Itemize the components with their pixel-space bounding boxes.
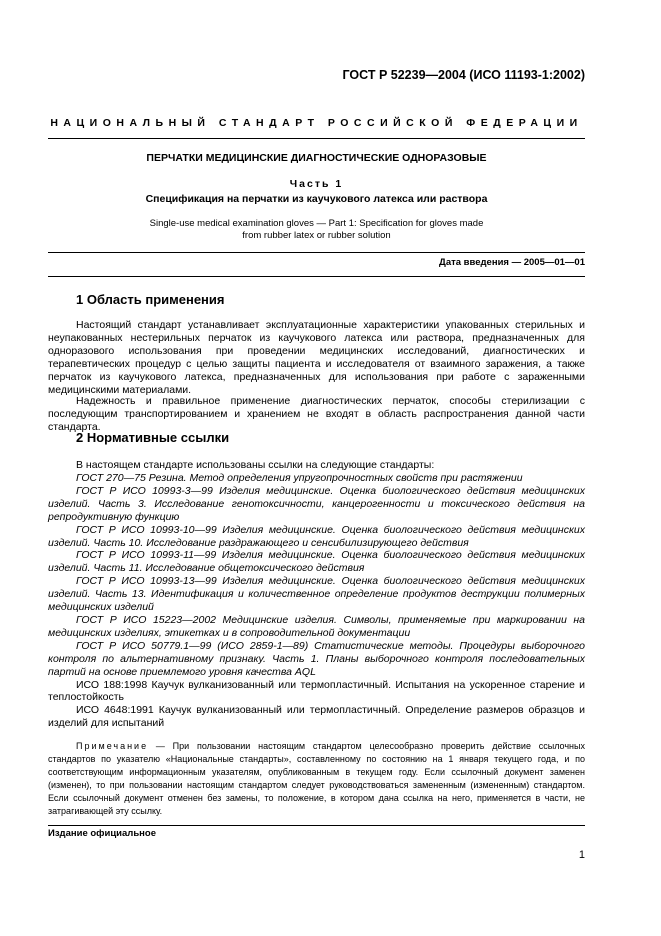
scope-paragraph-1: Настоящий стандарт устанавливает эксплуатационные характеристики упакованных стерильных и неупакованных нестерильных перчаток из каучукового латекса или раствора, предназначенных для одноразового использования при проведении медицинских исследований, диагностических и терапевтических процедур с целью защиты пациента и исследователя от взаимного заражения, а также перчаток из каучукового латекса, предназначенных для использования при работе с зараженными медицинскими материалами.	[48, 319, 585, 396]
note-text: — При пользовании настоящим стандартом целесообразно проверить действие ссылочных стандартов по указателю «Национальные стандарты», составленному по состоянию на 1 января текущего года, и по соответствующим информационным указателям, опубликованным в текущем году. Если ссылочный документ заменен (изменен), то при пользовании настоящим стандартом следует руководствоваться замененным (измененным) стандартом. Если ссылочный документ отменен без замены, то положение, в котором дана ссылка на него, применяется в части, не затрагивающей эту ссылку.	[48, 741, 585, 816]
document-code: ГОСТ Р 52239—2004 (ИСО 11193-1:2002)	[342, 68, 585, 82]
note-paragraph	[48, 740, 585, 818]
reference-item: ГОСТ Р ИСО 10993-11—99 Изделия медицинские. Оценка биологического действия медицинских изделий. Часть 11. Исследование общетоксического действия	[48, 549, 585, 575]
scope-paragraph-2: Надежность и правильное применение диагностических перчаток, способы стерилизации с последующим транспортированием и хранением не входят в область распространения данной части стандарта.	[48, 395, 585, 433]
english-title-line2: from rubber latex or rubber solution	[242, 230, 391, 241]
divider	[48, 138, 585, 139]
note-label: Примечание	[76, 741, 149, 751]
document-title: ПЕРЧАТКИ МЕДИЦИНСКИЕ ДИАГНОСТИЧЕСКИЕ ОДНОРАЗОВЫЕ	[146, 152, 487, 164]
divider	[48, 825, 585, 826]
page-number: 1	[578, 849, 585, 861]
english-title	[48, 218, 585, 242]
reference-item-iso: ИСО 4648:1991 Каучук вулканизованный или термопластичный. Определение размеров образцов и изделий для испытаний	[48, 704, 585, 730]
reference-item: ГОСТ 270—75 Резина. Метод определения упругопрочностных свойств при растяжении	[76, 472, 523, 484]
reference-item: ГОСТ Р ИСО 10993-10—99 Изделия медицинские. Оценка биологического действия медицинских изделий. Часть 10. Исследование раздражающего и сенсибилизирующего действия	[48, 523, 585, 549]
document-part: Часть 1	[289, 178, 344, 190]
divider	[48, 276, 585, 277]
section-heading-scope: 1 Область применения	[76, 292, 225, 307]
document-subtitle: Спецификация на перчатки из каучукового латекса или раствора	[145, 193, 488, 205]
reference-item: ГОСТ Р ИСО 50779.1—99 (ИСО 2859-1—89) Статистические методы. Процедуры выборочного контроля по альтернативному признаку. Часть 1. Планы выборочного контроля последовательных партий на основе приемлемого уровня качества AQL	[48, 639, 585, 678]
references-list	[48, 472, 585, 730]
reference-item: ГОСТ Р ИСО 10993-3—99 Изделия медицинские. Оценка биологического действия медицинских изделий. Часть 3. Исследование генотоксичности, канцерогенности и токсического действия на репродуктивную функцию	[48, 484, 585, 523]
reference-item: ГОСТ Р ИСО 15223—2002 Медицинские изделия. Символы, применяемые при маркировании на медицинских изделиях, этикетках и в сопроводительной документации	[48, 613, 585, 639]
introduction-date: Дата введения — 2005—01—01	[439, 257, 585, 268]
reference-item-iso: ИСО 188:1998 Каучук вулканизованный или термопластичный. Испытания на ускоренное старение и теплостойкость	[48, 678, 585, 704]
section-heading-references: 2 Нормативные ссылки	[76, 430, 230, 445]
english-title-line1: Single-use medical examination gloves — Part 1: Specification for gloves made	[149, 218, 484, 229]
edition-label: Издание официальное	[48, 828, 156, 839]
references-intro: В настоящем стандарте использованы ссылки на следующие стандарты:	[76, 459, 435, 471]
divider	[48, 252, 585, 253]
national-standard-banner: НАЦИОНАЛЬНЫЙ СТАНДАРТ РОССИЙСКОЙ ФЕДЕРАЦИИ	[50, 117, 583, 129]
reference-item: ГОСТ Р ИСО 10993-13—99 Изделия медицинские. Оценка биологического действия медицинских изделий. Часть 13. Идентификация и количественное определение продуктов деструкции полимерных медицинских изделий	[48, 575, 585, 614]
